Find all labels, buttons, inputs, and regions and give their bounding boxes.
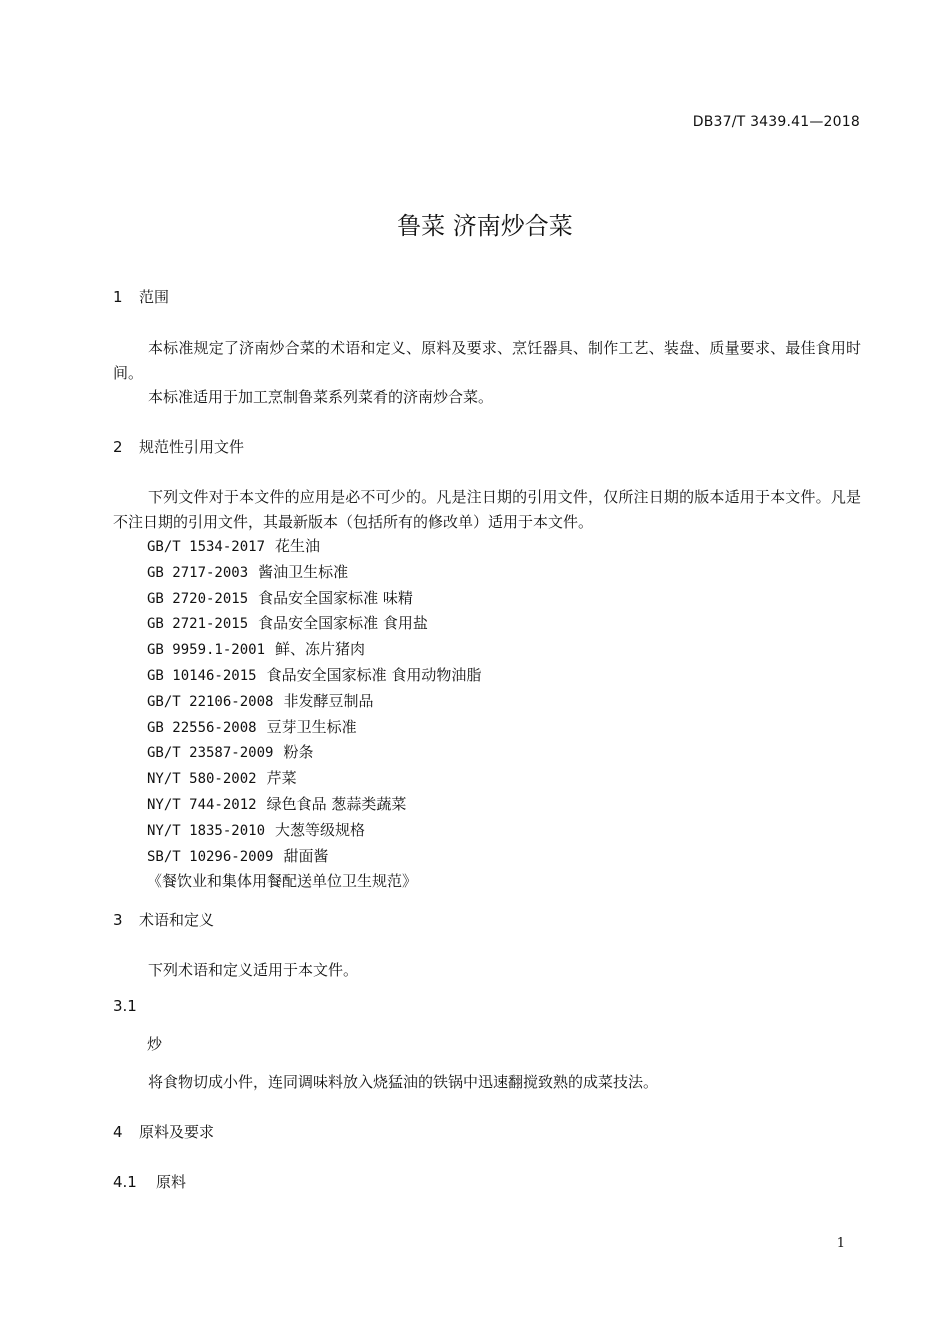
standard-code: DB37/T 3439.41—2018: [692, 114, 860, 130]
section-1-paragraph-1: 本标准规定了济南炒合菜的术语和定义、原料及要求、烹饪器具、制作工艺、装盘、质量要求、最佳食用时间。: [113, 339, 861, 382]
reference-name: 绿色食品 葱蒜类蔬菜: [266, 794, 407, 813]
reference-code: GB 10146-2015: [147, 667, 257, 684]
reference-item: [147, 844, 481, 870]
reference-item: [147, 586, 481, 612]
reference-code: NY/T 744-2012: [147, 796, 257, 813]
reference-name: 芹菜: [266, 769, 297, 788]
section-2-paragraph: 下列文件对于本文件的应用是必不可少的。凡是注日期的引用文件，仅所注日期的版本适用于本文件。凡是不注日期的引用文件，其最新版本（包括所有的修改单）适用于本文件。: [113, 488, 861, 531]
reference-item: [147, 818, 481, 844]
term-word: 炒: [147, 1035, 163, 1053]
reference-code: GB/T 1534-2017: [147, 539, 266, 555]
reference-code: NY/T 1835-2010: [147, 822, 266, 839]
reference-list: [147, 534, 481, 894]
term-definition: 将食物切成小件，连同调味料放入烧猛油的铁锅中迅速翻搅致熟的成菜技法。: [148, 1073, 659, 1091]
section-1-paragraph-2: 本标准适用于加工烹制鲁菜系列菜肴的济南炒合菜。: [148, 388, 494, 406]
section-4-1-heading: [113, 1172, 186, 1192]
section-3-heading: [113, 910, 214, 930]
reference-code: GB/T 23587-2009: [147, 745, 274, 762]
reference-code: NY/T 580-2002: [147, 771, 257, 788]
reference-item: [147, 611, 481, 637]
reference-name: 粉条: [283, 743, 314, 762]
reference-name: 非发酵豆制品: [283, 691, 374, 710]
reference-code: GB 2721-2015: [147, 616, 249, 633]
reference-item: [147, 715, 481, 741]
section-number: 2: [113, 438, 123, 456]
section-2-heading: [113, 437, 244, 457]
document-title: 鲁菜 济南炒合菜: [397, 212, 573, 240]
reference-name: 食品安全国家标准 味精: [258, 588, 413, 607]
reference-name: 豆芽卫生标准: [266, 717, 357, 736]
section-1-heading: [113, 287, 169, 307]
reference-name: 酱油卫生标准: [258, 562, 349, 581]
reference-name: 食品安全国家标准 食用盐: [258, 614, 428, 633]
reference-item: [147, 740, 481, 766]
reference-item: [147, 869, 481, 894]
section-title: 范围: [139, 288, 170, 306]
section-number: 3: [113, 911, 123, 929]
reference-item: [147, 637, 481, 663]
subsection-title: 原料: [156, 1173, 187, 1191]
reference-code: GB/T 22106-2008: [147, 693, 274, 710]
section-title: 原料及要求: [139, 1123, 215, 1141]
reference-name: 食品安全国家标准 食用动物油脂: [266, 665, 482, 684]
reference-item: [147, 689, 481, 715]
section-number: 4: [113, 1123, 123, 1141]
reference-name: 《餐饮业和集体用餐配送单位卫生规范》: [147, 872, 418, 891]
section-title: 术语和定义: [139, 911, 215, 929]
section-3-paragraph: 下列术语和定义适用于本文件。: [148, 961, 359, 979]
reference-code: GB 2717-2003: [147, 564, 249, 581]
subsection-number: 4.1: [113, 1173, 137, 1191]
reference-item: [147, 663, 481, 689]
reference-item: [147, 792, 481, 818]
section-title: 规范性引用文件: [139, 438, 245, 456]
reference-code: SB/T 10296-2009: [147, 848, 274, 865]
reference-name: 花生油: [275, 537, 321, 555]
reference-name: 鲜、冻片猪肉: [275, 640, 366, 659]
section-number: 1: [113, 288, 123, 306]
reference-item: [147, 560, 481, 586]
term-number: 3.1: [113, 997, 137, 1015]
reference-item: [147, 766, 481, 792]
reference-code: GB 9959.1-2001: [147, 642, 266, 659]
reference-code: GB 2720-2015: [147, 590, 249, 607]
section-4-heading: [113, 1122, 214, 1142]
page-number: 1: [836, 1236, 845, 1251]
reference-item: [147, 534, 481, 560]
reference-name: 甜面酱: [283, 846, 329, 865]
reference-code: GB 22556-2008: [147, 719, 257, 736]
reference-name: 大葱等级规格: [275, 820, 366, 839]
